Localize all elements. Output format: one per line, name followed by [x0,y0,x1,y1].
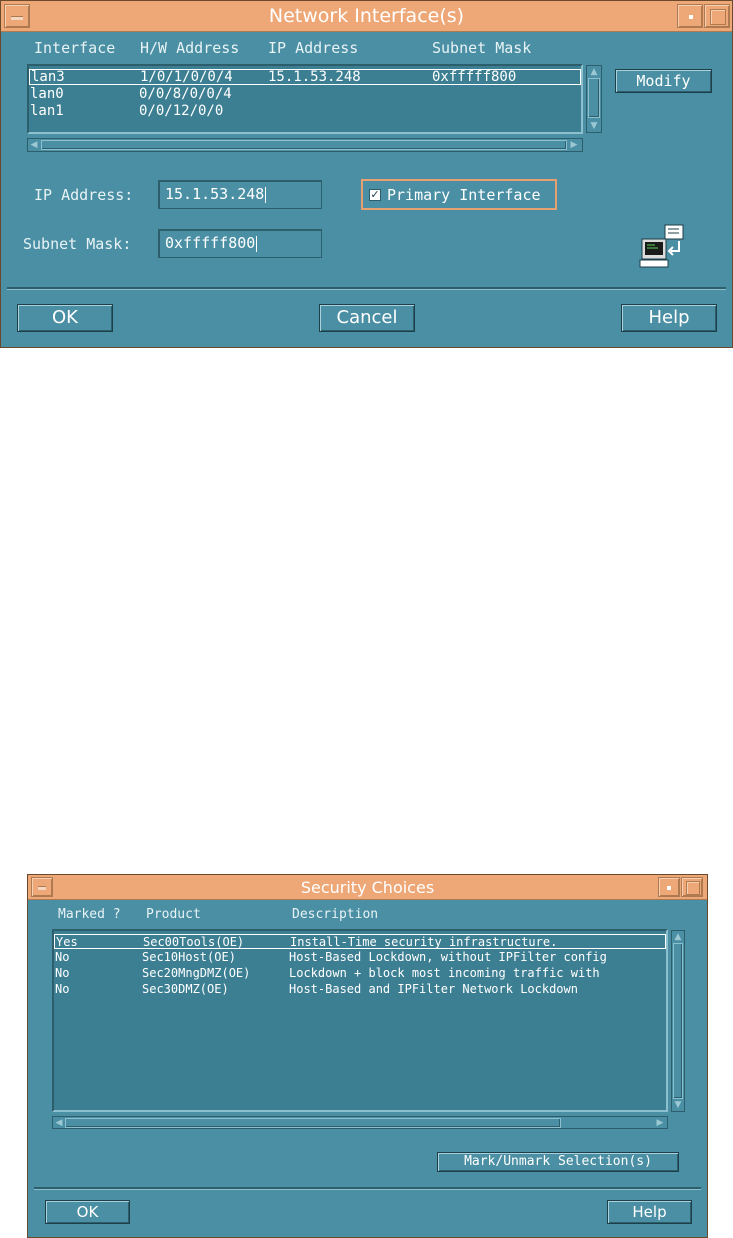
list-item[interactable] [29,104,581,120]
column-header-interface: Interface [34,39,116,57]
ip-address-cell: 15.1.53.248 [268,69,361,85]
text-caret [265,187,266,203]
scroll-up-icon[interactable]: ▲ [674,932,682,942]
ip-address-field[interactable] [158,180,322,209]
interface-cell: lan1 [30,103,64,119]
security-choices-list[interactable] [52,929,668,1112]
scrollbar-thumb[interactable] [65,1118,561,1128]
checkmark-icon: ✓ [370,188,380,201]
subnet-mask-cell: 0xfffff800 [432,69,517,85]
separator [7,287,726,290]
maximize-button[interactable] [704,4,730,28]
scroll-down-icon[interactable]: ▼ [590,121,598,131]
maximize-icon [710,9,726,25]
modify-button[interactable]: Modify [615,69,712,93]
mark-unmark-button[interactable]: Mark/Unmark Selection(s) [437,1152,679,1172]
hw-address-cell: 1/0/1/0/0/4 [140,69,233,85]
scroll-right-icon[interactable]: ▶ [570,140,578,150]
primary-interface-label: Primary Interface [387,186,541,204]
scrollbar-thumb[interactable] [41,140,567,150]
list-item[interactable] [54,950,666,965]
scroll-up-icon[interactable]: ▲ [590,67,598,77]
column-header-subnet-mask: Subnet Mask [432,39,532,57]
window-title: Security Choices [300,878,435,897]
column-header-product: Product [146,907,201,922]
column-header-description: Description [292,907,379,922]
column-header-marked: Marked ? [58,907,121,922]
interface-cell: lan0 [30,86,64,102]
ip-address-value: 15.1.53.248 [165,185,265,203]
help-button[interactable]: Help [607,1200,692,1224]
scroll-left-icon[interactable]: ◀ [30,140,38,150]
subnet-mask-value: 0xfffff800 [165,234,256,252]
minimize-icon [689,15,693,19]
marked-cell: No [55,966,70,980]
column-header-ip-address: IP Address [268,39,359,57]
list-item[interactable] [29,87,581,103]
window-title: Network Interface(s) [268,5,465,27]
scrollbar-thumb[interactable] [673,943,683,1099]
marked-cell: Yes [56,935,78,949]
description-cell: Host-Based and IPFilter Network Lockdown [289,982,578,996]
text-caret [256,236,257,252]
product-cell: Sec00Tools(OE) [143,935,245,949]
horizontal-scrollbar[interactable] [52,1116,668,1129]
help-button[interactable]: Help [621,304,717,332]
product-cell: Sec10Host(OE) [142,950,236,964]
security-choices-window [27,874,708,1238]
network-computer-icon [639,223,689,271]
list-item[interactable] [54,966,666,981]
product-cell: Sec30DMZ(OE) [142,982,229,996]
subnet-mask-field[interactable] [158,229,322,258]
list-item[interactable] [54,934,666,949]
minimize-button[interactable] [677,4,703,28]
interface-cell: lan3 [31,69,65,85]
ip-address-label: IP Address: [34,186,134,204]
scroll-left-icon[interactable]: ◀ [55,1118,63,1128]
title-bar[interactable] [28,875,707,900]
primary-interface-checkbox[interactable] [361,179,557,210]
ok-button[interactable]: OK [45,1200,130,1224]
interface-list[interactable] [27,64,583,134]
maximize-icon [686,881,700,895]
column-header-hw-address: H/W Address [140,39,240,57]
description-cell: Host-Based Lockdown, without IPFilter config [289,950,607,964]
title-bar[interactable] [1,1,732,32]
subnet-mask-label: Subnet Mask: [23,235,132,253]
product-cell: Sec20MngDMZ(OE) [142,966,251,980]
separator [34,1187,701,1190]
minimize-icon [667,886,671,890]
marked-cell: No [55,950,70,964]
minimize-button[interactable] [658,877,680,897]
hw-address-cell: 0/0/12/0/0 [139,103,224,119]
network-interfaces-window [0,0,733,348]
description-cell: Install-Time security infrastructure. [290,935,558,949]
list-item[interactable] [29,69,581,85]
scrollbar-thumb[interactable] [588,78,600,118]
maximize-button[interactable] [681,877,703,897]
scroll-down-icon[interactable]: ▼ [674,1100,682,1110]
cancel-button[interactable]: Cancel [319,304,415,332]
description-cell: Lockdown + block most incoming traffic with [289,966,600,980]
ok-button[interactable]: OK [17,304,113,332]
vertical-scrollbar[interactable] [586,65,602,133]
scroll-right-icon[interactable]: ▶ [656,1118,664,1128]
vertical-scrollbar[interactable] [671,930,685,1112]
horizontal-scrollbar[interactable] [27,138,583,152]
list-item[interactable] [54,982,666,997]
hw-address-cell: 0/0/8/0/0/4 [139,86,232,102]
marked-cell: No [55,982,70,996]
